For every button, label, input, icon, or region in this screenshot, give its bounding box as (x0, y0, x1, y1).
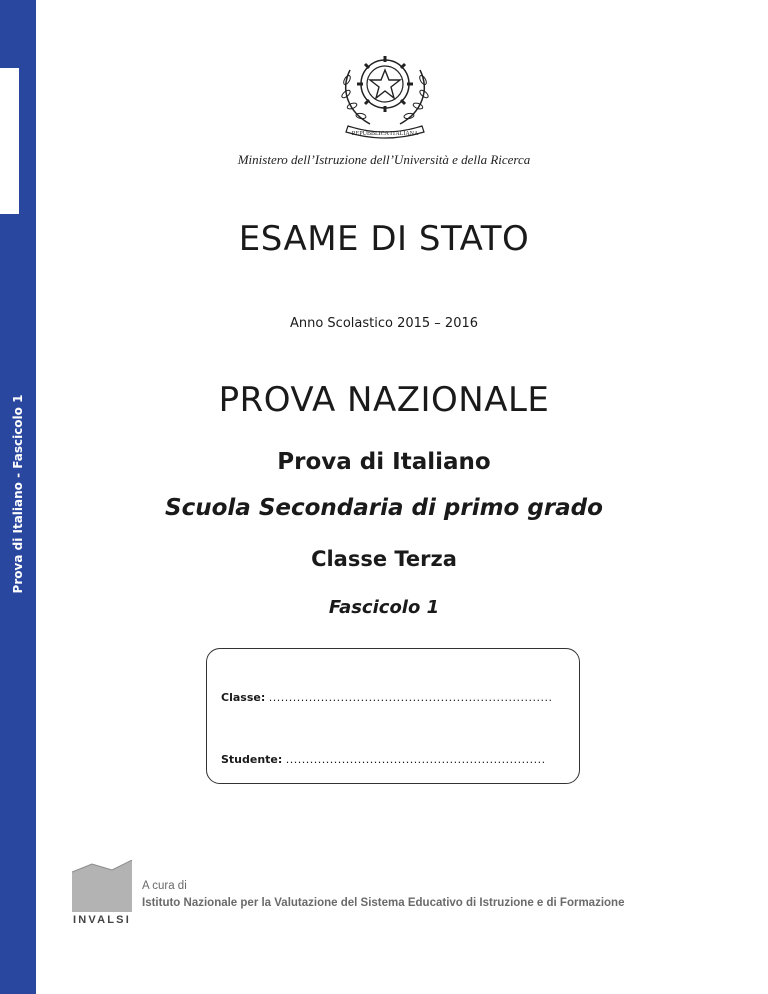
booklet-label: Fascicolo 1 (328, 597, 440, 618)
student-field[interactable] (221, 753, 546, 766)
grade-label: Classe Terza (311, 547, 457, 571)
class-label: Classe: (221, 691, 266, 704)
class-field[interactable] (221, 691, 553, 704)
exam-title: ESAME DI STATO (238, 219, 530, 259)
institute-name: Istituto Nazionale per la Valutazione del Sistema Educativo di Istruzione e di Formazione (142, 897, 625, 909)
side-tab (0, 68, 19, 214)
student-dots: ................................................................. (285, 753, 546, 766)
school-level: Scuola Secondaria di primo grado (165, 495, 603, 521)
test-subject: Prova di Italiano (277, 449, 491, 475)
student-info-box (206, 648, 580, 784)
italian-republic-emblem-icon (330, 40, 440, 140)
side-title: Prova di Italiano - Fascicolo 1 (11, 394, 25, 594)
emblem-ribbon-text: REPUBBLICA ITALIANA (351, 131, 419, 137)
national-test-title: PROVA NAZIONALE (218, 380, 550, 420)
class-dots: ....................................................................... (268, 691, 553, 704)
invalsi-logo-text: INVALSI (73, 914, 131, 926)
ministry-name: Ministero dell’Istruzione dell’Università e della Ricerca (237, 152, 531, 167)
student-label: Studente: (221, 753, 283, 766)
school-year: Anno Scolastico 2015 – 2016 (289, 316, 479, 331)
curated-by: A cura di (142, 880, 187, 892)
